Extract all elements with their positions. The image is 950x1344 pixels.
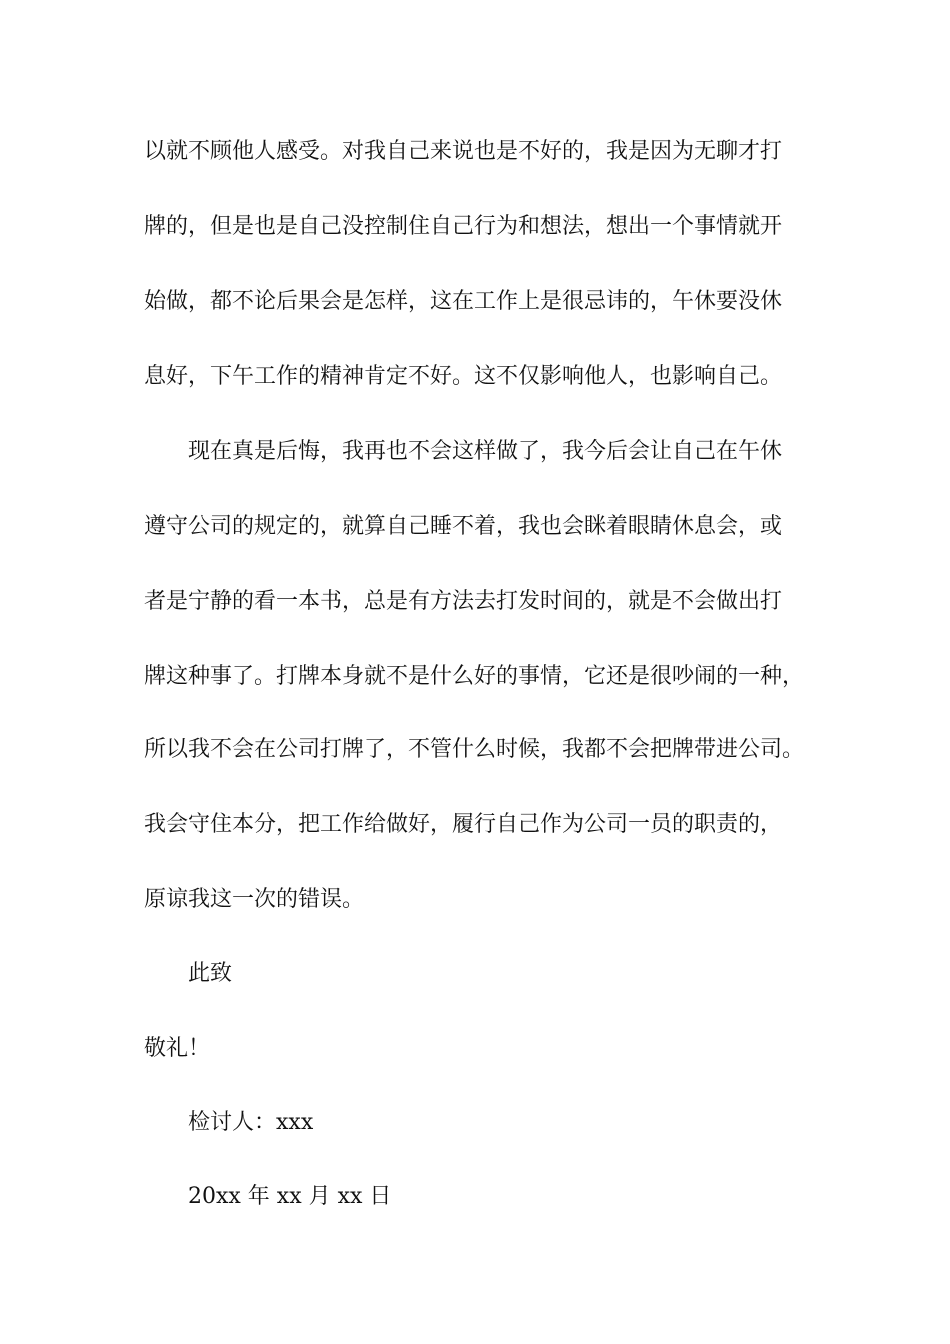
paragraph-1-line-1: 以就不顾他人感受。对我自己来说也是不好的，我是因为无聊才打 — [144, 139, 783, 164]
paragraph-2-line-3: 者是宁静的看一本书，总是有方法去打发时间的，就是不会做出打 — [144, 589, 783, 614]
paragraph-2-line-1: 现在真是后悔，我再也不会这样做了，我今后会让自己在午休 — [188, 439, 783, 464]
paragraph-1-line-2: 牌的，但是也是自己没控制住自己行为和想法，想出一个事情就开 — [144, 214, 783, 239]
paragraph-2-line-2: 遵守公司的规定的，就算自己睡不着，我也会眯着眼睛休息会，或 — [144, 514, 783, 539]
paragraph-1-line-4: 息好，下午工作的精神肯定不好。这不仅影响他人，也影响自己。 — [144, 364, 783, 389]
paragraph-2-line-6: 我会守住本分，把工作给做好，履行自己作为公司一员的职责的， — [144, 812, 783, 837]
closing-text: 此致 — [188, 961, 233, 986]
paragraph-2-line-7: 原谅我这一次的错误。 — [144, 887, 365, 912]
salute-text: 敬礼！ — [144, 1036, 211, 1061]
date-text: 20xx 年 xx 月 xx 日 — [188, 1184, 392, 1209]
signer-text: 检讨人：xxx — [188, 1110, 314, 1135]
paragraph-1-line-3: 始做，都不论后果会是怎样，这在工作上是很忌讳的，午休要没休 — [144, 289, 783, 314]
paragraph-2-line-4: 牌这种事了。打牌本身就不是什么好的事情，它还是很吵闹的一种， — [144, 664, 805, 689]
paragraph-2-line-5: 所以我不会在公司打牌了，不管什么时候，我都不会把牌带进公司。 — [144, 737, 805, 762]
